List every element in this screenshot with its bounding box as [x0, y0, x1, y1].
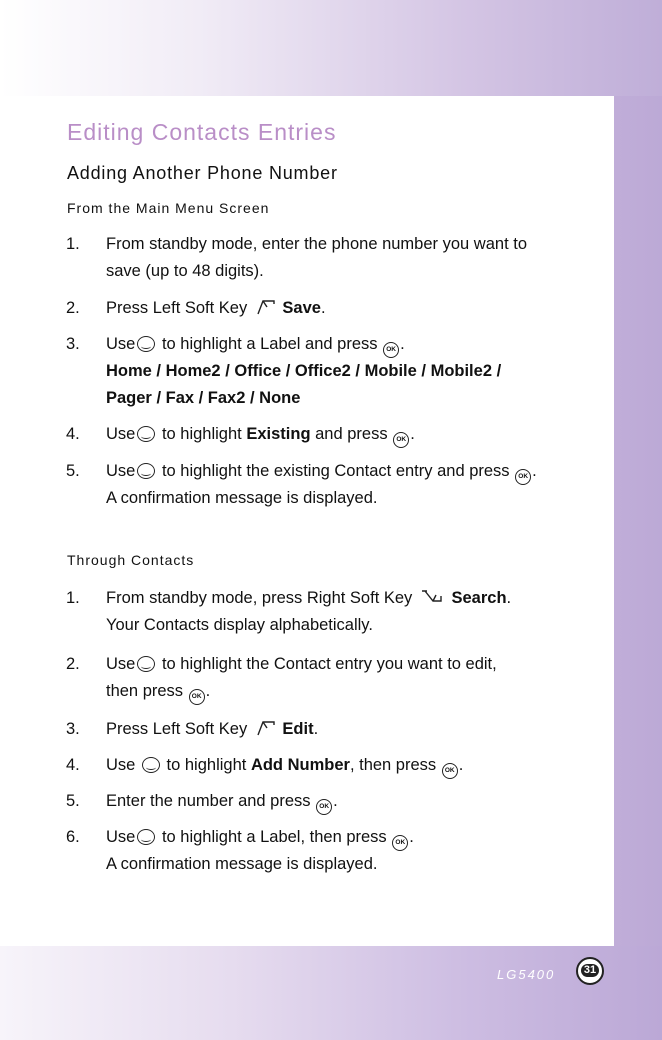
step-text: and press — [315, 425, 388, 443]
ok-key-icon: OK — [392, 835, 408, 851]
ok-key-icon: OK — [189, 689, 205, 705]
step-text: to highlight — [161, 425, 242, 443]
option-existing: Existing — [246, 425, 311, 443]
navigation-key-icon — [142, 757, 160, 773]
model-name: LG5400 — [497, 967, 556, 982]
top-band — [0, 0, 662, 96]
step-text: . — [532, 462, 537, 480]
key-label-edit: Edit — [282, 720, 314, 738]
step-number: 4. — [66, 756, 80, 774]
right-soft-key-icon — [421, 589, 443, 605]
step-text: to highlight a Label, then press — [161, 828, 387, 846]
step-number: 1. — [66, 235, 80, 253]
step-text: Press Left Soft Key — [106, 299, 248, 317]
step-number: 2. — [66, 655, 80, 673]
ok-key-icon: OK — [442, 763, 458, 779]
step-number: 5. — [66, 792, 80, 810]
step-text: . — [333, 792, 338, 810]
step-text: A confirmation message is displayed. — [106, 489, 378, 507]
step-text: Use — [106, 828, 136, 846]
key-label-search: Search — [451, 589, 507, 607]
section-label-main-menu: From the Main Menu Screen — [67, 200, 270, 216]
label-options: Home / Home2 / Office / Office2 / Mobile / Mobile2 / — [106, 362, 502, 380]
step-text: . — [400, 335, 405, 353]
step-text: From standby mode, press Right Soft Key — [106, 589, 413, 607]
step-text: then press — [106, 682, 184, 700]
label-options: Pager / Fax / Fax2 / None — [106, 389, 301, 407]
step-text: Use — [106, 335, 136, 353]
section-heading: Adding Another Phone Number — [67, 163, 338, 183]
section-label-through-contacts: Through Contacts — [67, 552, 195, 568]
step-text: . — [506, 589, 512, 607]
navigation-key-icon — [137, 829, 155, 845]
option-add-number: Add Number — [250, 756, 350, 774]
ok-key-icon: OK — [316, 799, 332, 815]
step-text: Use — [106, 462, 136, 480]
step-number: 6. — [66, 828, 80, 846]
navigation-key-icon — [137, 463, 155, 479]
step-text: Use — [106, 756, 136, 774]
navigation-key-icon — [137, 656, 155, 672]
left-soft-key-icon — [255, 720, 275, 736]
content-panel — [0, 96, 614, 946]
step-text: to highlight a Label and press — [161, 335, 378, 353]
bottom-band — [0, 946, 662, 1040]
navigation-key-icon — [137, 426, 155, 442]
step-text: . — [410, 425, 415, 443]
ok-key-icon: OK — [515, 469, 531, 485]
step-text: Use — [106, 425, 136, 443]
step-text: . — [313, 720, 319, 738]
page-number: 31 — [581, 964, 599, 977]
step-number: 4. — [66, 425, 80, 443]
step-text: , then press — [349, 756, 437, 774]
step-number: 1. — [66, 589, 80, 607]
step-text: A confirmation message is displayed. — [106, 855, 378, 873]
step-number: 3. — [66, 720, 80, 738]
step-text: to highlight the Contact entry you want to edit, — [161, 655, 497, 673]
step-number: 3. — [66, 335, 80, 353]
left-soft-key-icon — [255, 299, 275, 315]
ok-key-icon: OK — [383, 342, 399, 358]
step-number: 2. — [66, 299, 80, 317]
step-number: 5. — [66, 462, 80, 480]
ok-key-icon: OK — [393, 432, 409, 448]
step-text: . — [320, 299, 326, 317]
step-text: Your Contacts display alphabetically. — [106, 616, 373, 634]
step-text: save (up to 48 digits). — [106, 262, 264, 280]
page-title: Editing Contacts Entries — [67, 119, 337, 145]
step-text: . — [205, 682, 211, 700]
step-text: Enter the number and press — [106, 792, 311, 810]
step-text: Press Left Soft Key — [106, 720, 248, 738]
page-number-badge — [576, 957, 604, 985]
step-text: . — [458, 756, 464, 774]
step-text: to highlight — [166, 756, 247, 774]
navigation-key-icon — [137, 336, 155, 352]
step-text: Use — [106, 655, 136, 673]
step-text: . — [409, 828, 414, 846]
step-text: From standby mode, enter the phone number you want to — [106, 235, 527, 253]
step-text: to highlight the existing Contact entry and press — [161, 462, 510, 480]
key-label-save: Save — [282, 299, 321, 317]
